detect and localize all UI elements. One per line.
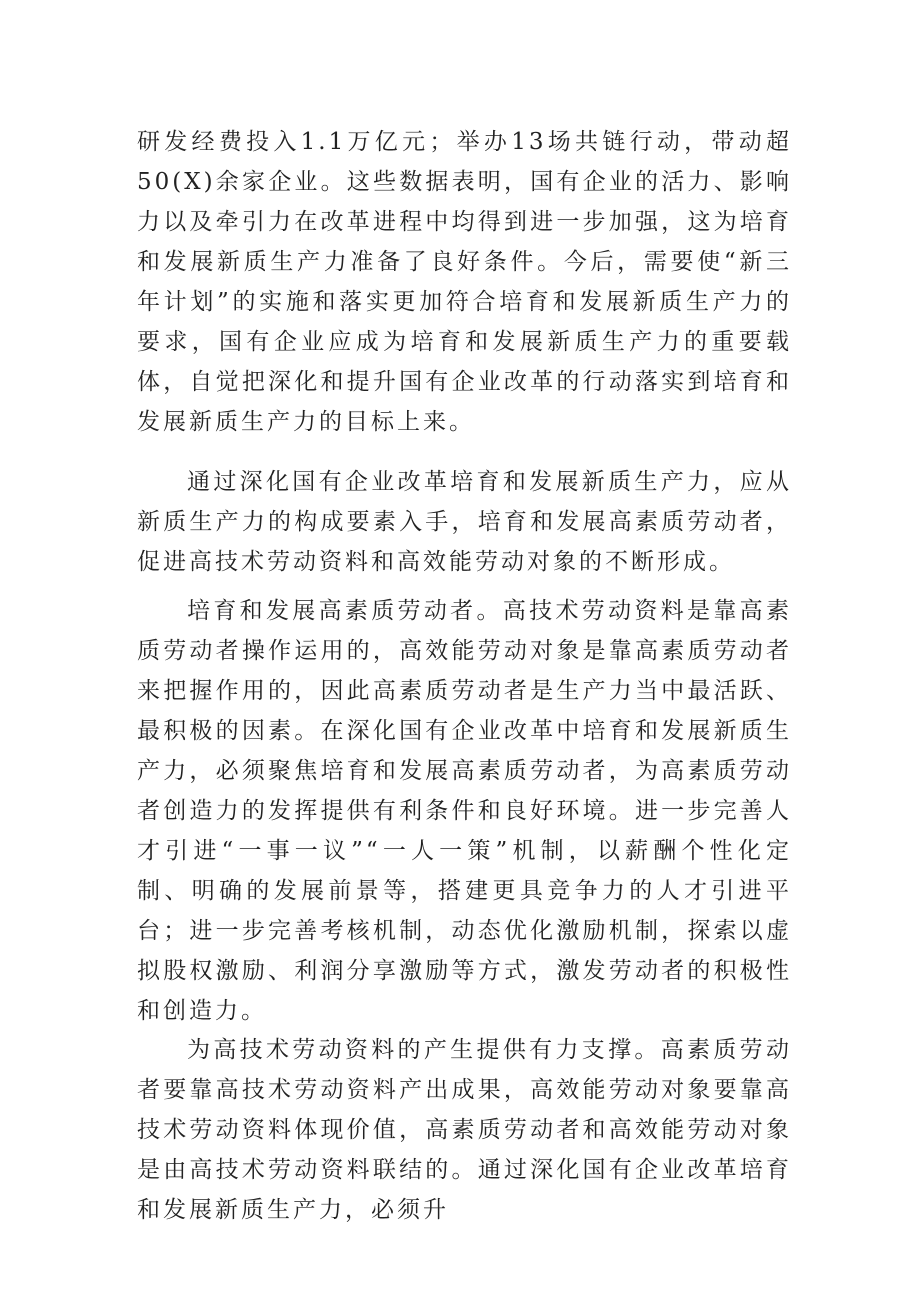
paragraph-high-quality-workers <box>137 591 792 1031</box>
paragraph-continued <box>137 122 792 442</box>
paragraph-intro <box>137 462 792 582</box>
paragraph-text: 培育和发展高素质劳动者。高技术劳动资料是靠高素质劳动者操作运用的，高效能劳动对象是靠高素质劳动者来把握作用的，因此高素质劳动者是生产力当中最活跃、最积极的因素。在深化国有企业改革中培育和发展新质生产力，必须聚焦培育和发展高素质劳动者，为高素质劳动者创造力的发挥提供有利条件和良好环境。进一步完善人才引进“一事一议”“一人一策”机制，以薪酬个性化定制、明确的发展前景等，搭建更具竞争力的人才引进平台；进一步完善考核机制，动态优化激励机制，探索以虚拟股权激励、利润分享激励等方式，激发劳动者的积极性和创造力。 <box>137 598 792 1024</box>
paragraph-text: 研发经费投入1.1万亿元；举办13场共链行动，带动超50(X)余家企业。这些数据表明，国有企业的活力、影响力以及牵引力在改革进程中均得到进一步加强，这为培育和发展新质生产力准备了良好条件。今后，需要使“新三年计划”的实施和落实更加符合培育和发展新质生产力的要求，国有企业应成为培育和发展新质生产力的重要载体，自觉把深化和提升国有企业改革的行动落实到培育和发展新质生产力的目标上来。 <box>137 129 792 435</box>
paragraph-high-tech-means <box>137 1030 792 1230</box>
paragraph-text: 通过深化国有企业改革培育和发展新质生产力，应从新质生产力的构成要素入手，培育和发展高素质劳动者，促进高技术劳动资料和高效能劳动对象的不断形成。 <box>137 469 792 575</box>
paragraph-text: 为高技术劳动资料的产生提供有力支撑。高素质劳动者要靠高技术劳动资料产出成果，高效能劳动对象要靠高技术劳动资料体现价值，高素质劳动者和高效能劳动对象是由高技术劳动资料联结的。通过深化国有企业改革培育和发展新质生产力，必须升 <box>137 1037 792 1223</box>
